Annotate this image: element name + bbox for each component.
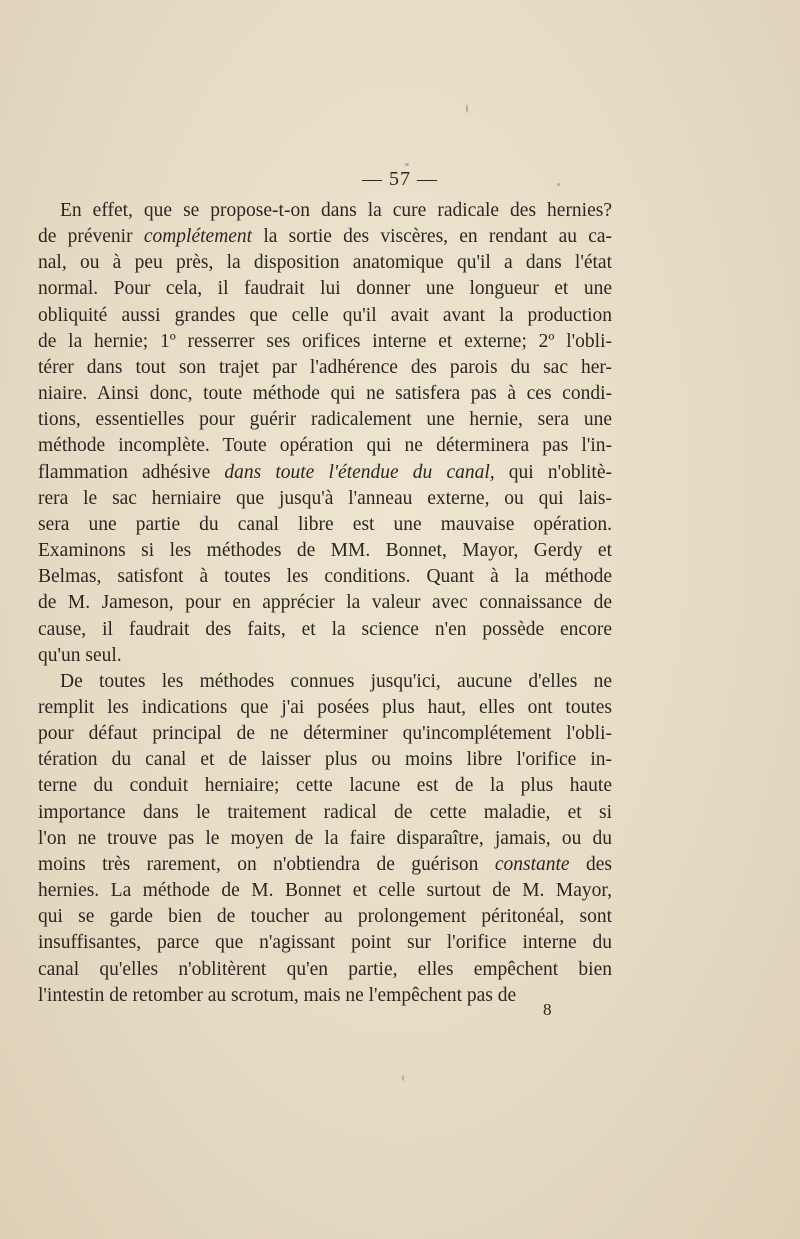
text-line — [38, 721, 612, 747]
text-segment: normal. Pour cela, il faudrait lui donner une longueur et une — [38, 278, 612, 300]
text-line — [38, 852, 612, 878]
text-line — [38, 538, 612, 564]
text-line — [38, 957, 612, 983]
text-segment: obliquité aussi grandes que celle qu'il avait avant la production — [38, 304, 612, 326]
italic-phrase: dans toute l'étendue du canal, — [224, 461, 495, 483]
text-line — [38, 433, 612, 459]
text-line — [38, 381, 612, 407]
text-line — [38, 250, 612, 276]
text-segment: rera le sac herniaire que jusqu'à l'anneau externe, ou qui lais- — [38, 487, 612, 509]
text-segment: de M. Jameson, pour en apprécier la valeur avec connaissance de — [38, 592, 612, 614]
text-line — [38, 617, 612, 643]
text-segment: importance dans le traitement radical de cette maladie, et si — [38, 801, 612, 823]
text-segment: des — [569, 853, 612, 875]
text-line — [38, 512, 612, 538]
text-line — [38, 460, 612, 486]
text-segment: De toutes les méthodes connues jusqu'ici, aucune d'elles ne — [60, 670, 612, 692]
text-segment: insuffisantes, parce que n'agissant point sur l'orifice interne du — [38, 932, 612, 954]
italic-phrase: constante — [494, 853, 570, 875]
text-line — [38, 773, 612, 799]
ink-speck — [402, 1075, 404, 1081]
italic-phrase: complétement — [143, 226, 253, 248]
text-line — [38, 826, 612, 852]
text-line — [38, 800, 612, 826]
text-segment: l'intestin de retomber au scrotum, mais ne l'empêchent pas de — [38, 984, 517, 1006]
text-line — [38, 695, 612, 721]
text-segment: cause, il faudrait des faits, et la science n'en possède encore — [38, 618, 612, 640]
text-line — [38, 904, 612, 930]
text-segment: Examinons si les méthodes de MM. Bonnet, Mayor, Gerdy et — [38, 540, 612, 562]
text-segment: nal, ou à peu près, la disposition anatomique qu'il a dans l'état — [38, 252, 612, 274]
text-segment: méthode incomplète. Toute opération qui ne déterminera pas l'in- — [38, 435, 612, 457]
text-line — [38, 878, 612, 904]
page-number: — 57 — — [362, 168, 438, 190]
ink-speck — [466, 104, 468, 113]
text-segment: de la hernie; 1º resserrer ses orifices interne et externe; 2º l'obli- — [38, 330, 612, 352]
text-line — [38, 643, 612, 669]
text-segment: niaire. Ainsi donc, toute méthode qui ne satisfera pas à ces condi- — [38, 383, 612, 405]
body-text — [38, 198, 612, 1009]
text-line — [38, 329, 612, 355]
text-line — [38, 224, 612, 250]
text-line — [38, 303, 612, 329]
text-segment: hernies. La méthode de M. Bonnet et celle surtout de M. Mayor, — [38, 880, 612, 902]
text-line — [38, 669, 612, 695]
text-line — [38, 983, 612, 1009]
text-line — [38, 590, 612, 616]
signature-mark: 8 — [543, 1000, 552, 1019]
ink-speck — [557, 183, 560, 186]
text-segment: qui n'oblitè- — [494, 461, 612, 483]
text-line — [38, 198, 612, 224]
text-segment: moins très rarement, on n'obtiendra de guérison — [38, 853, 495, 875]
text-segment: En effet, que se propose-t-on dans la cure radicale des hernies? — [60, 200, 612, 221]
text-line — [38, 747, 612, 773]
text-segment: remplit les indications que j'ai posées plus haut, elles ont toutes — [38, 696, 612, 718]
text-line — [38, 564, 612, 590]
text-segment: l'on ne trouve pas le moyen de la faire disparaître, jamais, ou du — [38, 827, 612, 849]
text-segment: sera une partie du canal libre est une mauvaise opération. — [38, 513, 612, 535]
text-segment: la sortie des viscères, en rendant au ca- — [252, 226, 612, 248]
text-segment: tions, essentielles pour guérir radicalement une hernie, sera une — [38, 409, 612, 431]
text-segment: de prévenir — [38, 226, 144, 248]
text-line — [38, 407, 612, 433]
text-segment: flammation adhésive — [38, 461, 225, 483]
text-segment: qu'un seul. — [38, 644, 122, 666]
text-line — [38, 930, 612, 956]
text-line — [38, 276, 612, 302]
text-segment: térer dans tout son trajet par l'adhérence des parois du sac her- — [38, 356, 612, 378]
text-segment: qui se garde bien de toucher au prolongement péritonéal, sont — [38, 906, 612, 928]
ink-speck — [405, 163, 409, 166]
text-line — [38, 355, 612, 381]
text-line — [38, 486, 612, 512]
text-segment: pour défaut principal de ne déterminer qu'incomplétement l'obli- — [38, 723, 612, 745]
text-segment: Belmas, satisfont à toutes les conditions. Quant à la méthode — [38, 566, 612, 588]
text-segment: canal qu'elles n'oblitèrent qu'en partie, elles empêchent bien — [38, 958, 612, 980]
text-segment: terne du conduit herniaire; cette lacune est de la plus haute — [38, 775, 612, 797]
text-segment: tération du canal et de laisser plus ou moins libre l'orifice in- — [38, 749, 612, 771]
